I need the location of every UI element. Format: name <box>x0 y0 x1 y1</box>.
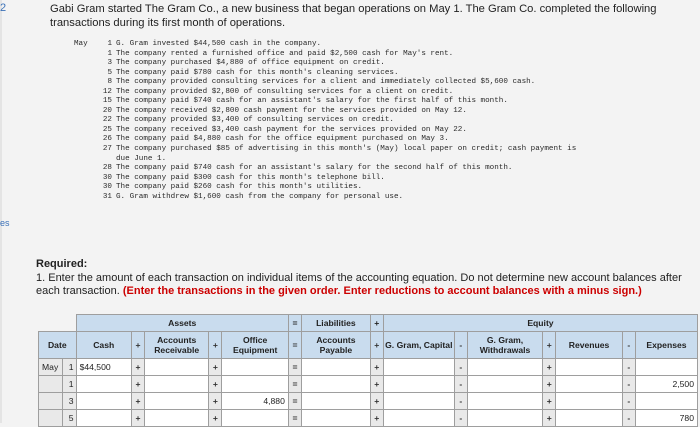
liabilities-group-header: Liabilities <box>302 315 371 332</box>
transaction-text: G. Gram invested $44,500 cash in the company. <box>116 40 322 48</box>
plus-operator: + <box>370 358 383 375</box>
minus-operator: - <box>622 392 635 409</box>
revenues-input-cell[interactable] <box>556 375 622 392</box>
accounts-receivable-header: Accounts Receivable <box>145 331 209 358</box>
expenses-input-cell[interactable] <box>635 392 697 409</box>
ap-input-cell[interactable] <box>302 358 371 375</box>
transaction-line <box>74 126 694 136</box>
minus-operator: - <box>622 409 635 426</box>
plus-group-header: + <box>370 315 383 332</box>
required-hint: (Enter the transactions in the given order. Enter reductions to account balances with a minus sign.) <box>122 285 642 297</box>
problem-intro: Gabi Gram started The Gram Co., a new business that began operations on May 1. The Gram Co. completed the following transactions during its first month of operations. <box>50 3 657 29</box>
plus-operator: + <box>209 409 222 426</box>
capital-input-cell[interactable] <box>383 358 454 375</box>
equals-operator: = <box>288 392 301 409</box>
expenses-input-cell[interactable] <box>635 358 697 375</box>
table-row <box>39 375 698 392</box>
table-row <box>39 392 698 409</box>
expenses-input-cell[interactable]: 2,500 <box>635 375 697 392</box>
ap-input-cell[interactable] <box>302 392 371 409</box>
row-day: 3 <box>63 392 76 409</box>
plus-operator: + <box>209 375 222 392</box>
plus-operator: + <box>370 392 383 409</box>
capital-input-cell[interactable] <box>383 375 454 392</box>
equals-operator: = <box>288 409 301 426</box>
minus-operator: - <box>454 358 467 375</box>
ap-input-cell[interactable] <box>302 409 371 426</box>
capital-header: G. Gram, Capital <box>383 331 454 358</box>
transaction-day: 30 <box>102 173 112 182</box>
table-row <box>39 358 698 375</box>
problem-number: 2 <box>0 2 7 14</box>
revenues-header: Revenues <box>556 331 622 358</box>
plus-operator: + <box>131 375 144 392</box>
minus-operator: - <box>622 375 635 392</box>
date-header: Date <box>39 331 77 358</box>
transaction-text: due June 1. <box>116 154 167 163</box>
oe-input-cell[interactable] <box>222 375 288 392</box>
capital-input-cell[interactable] <box>383 409 454 426</box>
transaction-day: 20 <box>102 106 112 115</box>
side-label: es <box>0 218 10 228</box>
transaction-line <box>74 50 694 60</box>
ar-input-cell[interactable] <box>145 392 209 409</box>
equals-group-header: = <box>288 315 301 332</box>
office-equipment-header: Office Equipment <box>222 331 288 358</box>
plus-operator: + <box>209 392 222 409</box>
transaction-day: 1 <box>107 49 112 58</box>
accounting-equation-table <box>38 314 698 427</box>
oe-input-cell[interactable] <box>222 409 288 426</box>
plus-operator: + <box>543 358 556 375</box>
withdrawals-input-cell[interactable] <box>467 409 542 426</box>
assets-group-header: Assets <box>76 315 288 332</box>
cash-input-cell[interactable]: $44,500 <box>76 358 131 375</box>
transaction-line <box>74 97 694 107</box>
transaction-text: The company paid $740 cash for an assistant's salary for the first half of this month. <box>116 97 508 106</box>
row-month <box>39 375 63 392</box>
plus-operator: + <box>131 331 144 358</box>
transaction-text: The company paid $4,880 cash for the office equipment purchased on May 3. <box>116 135 449 144</box>
required-instruction: 1. Enter the amount of each transaction on individual items of the accounting equation. Do not determine new account balances after each transaction. <box>36 271 682 297</box>
transaction-day: 30 <box>102 183 112 192</box>
cash-header: Cash <box>76 331 131 358</box>
plus-operator: + <box>543 409 556 426</box>
transaction-text: The company paid $300 cash for this month's telephone bill. <box>116 173 385 182</box>
minus-operator: - <box>622 358 635 375</box>
required-label: Required: <box>36 258 88 270</box>
transaction-line <box>74 107 694 117</box>
transaction-text: The company purchased $4,880 of office equipment on credit. <box>116 59 385 68</box>
left-edge <box>0 0 2 423</box>
table-row <box>39 409 698 426</box>
plus-operator: + <box>370 331 383 358</box>
plus-operator: + <box>131 392 144 409</box>
transaction-line <box>74 78 694 88</box>
equals-operator: = <box>288 375 301 392</box>
cash-input-cell[interactable] <box>76 409 131 426</box>
ar-input-cell[interactable] <box>145 409 209 426</box>
row-day: 1 <box>63 375 76 392</box>
row-day: 5 <box>63 409 76 426</box>
minus-operator: - <box>454 392 467 409</box>
cash-input-cell[interactable] <box>76 375 131 392</box>
transaction-text: The company provided $3,400 of consulting services on credit. <box>116 116 394 125</box>
transaction-line <box>74 155 694 165</box>
equals-operator: = <box>288 358 301 375</box>
row-month: May <box>39 358 63 375</box>
transaction-line <box>74 183 694 193</box>
transaction-line <box>74 135 694 145</box>
equals-operator: = <box>288 331 301 358</box>
plus-operator: + <box>209 358 222 375</box>
transaction-day: 22 <box>102 116 112 125</box>
minus-operator: - <box>454 331 467 358</box>
transaction-day: 1 <box>107 40 112 48</box>
minus-operator: - <box>622 331 635 358</box>
revenues-input-cell[interactable] <box>556 392 622 409</box>
equity-group-header: Equity <box>383 315 697 332</box>
ar-input-cell[interactable] <box>145 375 209 392</box>
transaction-day: 3 <box>107 59 112 68</box>
capital-input-cell[interactable] <box>383 392 454 409</box>
revenues-input-cell[interactable] <box>556 409 622 426</box>
transaction-line <box>74 69 694 79</box>
oe-input-cell[interactable] <box>222 358 288 375</box>
plus-operator: + <box>131 409 144 426</box>
row-month <box>39 392 63 409</box>
transaction-day: 28 <box>102 164 112 173</box>
transaction-day: 15 <box>102 97 112 106</box>
plus-operator: + <box>370 409 383 426</box>
ap-input-cell[interactable] <box>302 375 371 392</box>
transaction-list <box>74 40 694 202</box>
revenues-input-cell[interactable] <box>556 358 622 375</box>
withdrawals-input-cell[interactable] <box>467 358 542 375</box>
plus-operator: + <box>370 375 383 392</box>
transaction-text: G. Gram withdrew $1,600 cash from the company for personal use. <box>116 192 404 201</box>
ar-input-cell[interactable] <box>145 358 209 375</box>
transaction-text: The company provided $2,800 of consulting services for a client on credit. <box>116 87 454 96</box>
transaction-month: May <box>74 40 88 48</box>
transaction-text: The company paid $780 cash for this month's cleaning services. <box>116 68 399 77</box>
transaction-line <box>74 59 694 69</box>
accounts-payable-header: Accounts Payable <box>302 331 371 358</box>
transaction-day: 26 <box>102 135 112 144</box>
transaction-text: The company paid $260 cash for this month's utilities. <box>116 183 363 192</box>
cash-input-cell[interactable] <box>76 392 131 409</box>
transaction-day: 12 <box>102 87 112 96</box>
transaction-text: The company rented a furnished office and paid $2,500 cash for May's rent. <box>116 49 454 58</box>
transaction-day: 25 <box>102 125 112 134</box>
transaction-day: 5 <box>107 68 112 77</box>
transaction-day: 8 <box>107 78 112 87</box>
plus-operator: + <box>543 331 556 358</box>
oe-input-cell[interactable]: 4,880 <box>222 392 288 409</box>
transaction-text: The company purchased $85 of advertising in this month's (May) local paper on credit; cash payment is <box>116 145 577 154</box>
plus-operator: + <box>543 392 556 409</box>
transaction-text: The company paid $740 cash for an assistant's salary for the second half of this month. <box>116 164 513 173</box>
expenses-header: Expenses <box>635 331 697 358</box>
transaction-line <box>74 88 694 98</box>
transaction-line <box>74 116 694 126</box>
transaction-text: The company provided consulting services for a client and immediately collected $5,600 cash. <box>116 78 536 87</box>
transaction-line <box>74 193 694 203</box>
transaction-line <box>74 145 694 155</box>
withdrawals-header: G. Gram, Withdrawals <box>467 331 542 358</box>
transaction-line <box>74 164 694 174</box>
row-day: 1 <box>63 358 76 375</box>
withdrawals-input-cell[interactable] <box>467 375 542 392</box>
row-month <box>39 409 63 426</box>
transaction-day: 27 <box>102 145 112 154</box>
transaction-text: The company received $3,400 cash payment for the services provided on May 22. <box>116 125 467 134</box>
minus-operator: - <box>454 375 467 392</box>
plus-operator: + <box>543 375 556 392</box>
transaction-text: The company received $2,800 cash payment for the services provided on May 12. <box>116 106 467 115</box>
plus-operator: + <box>131 358 144 375</box>
transaction-line <box>74 40 694 50</box>
expenses-input-cell[interactable]: 780 <box>635 409 697 426</box>
plus-operator: + <box>209 331 222 358</box>
minus-operator: - <box>454 409 467 426</box>
required-section <box>36 258 696 299</box>
withdrawals-input-cell[interactable] <box>467 392 542 409</box>
transaction-day: 31 <box>102 192 112 201</box>
transaction-line <box>74 174 694 184</box>
